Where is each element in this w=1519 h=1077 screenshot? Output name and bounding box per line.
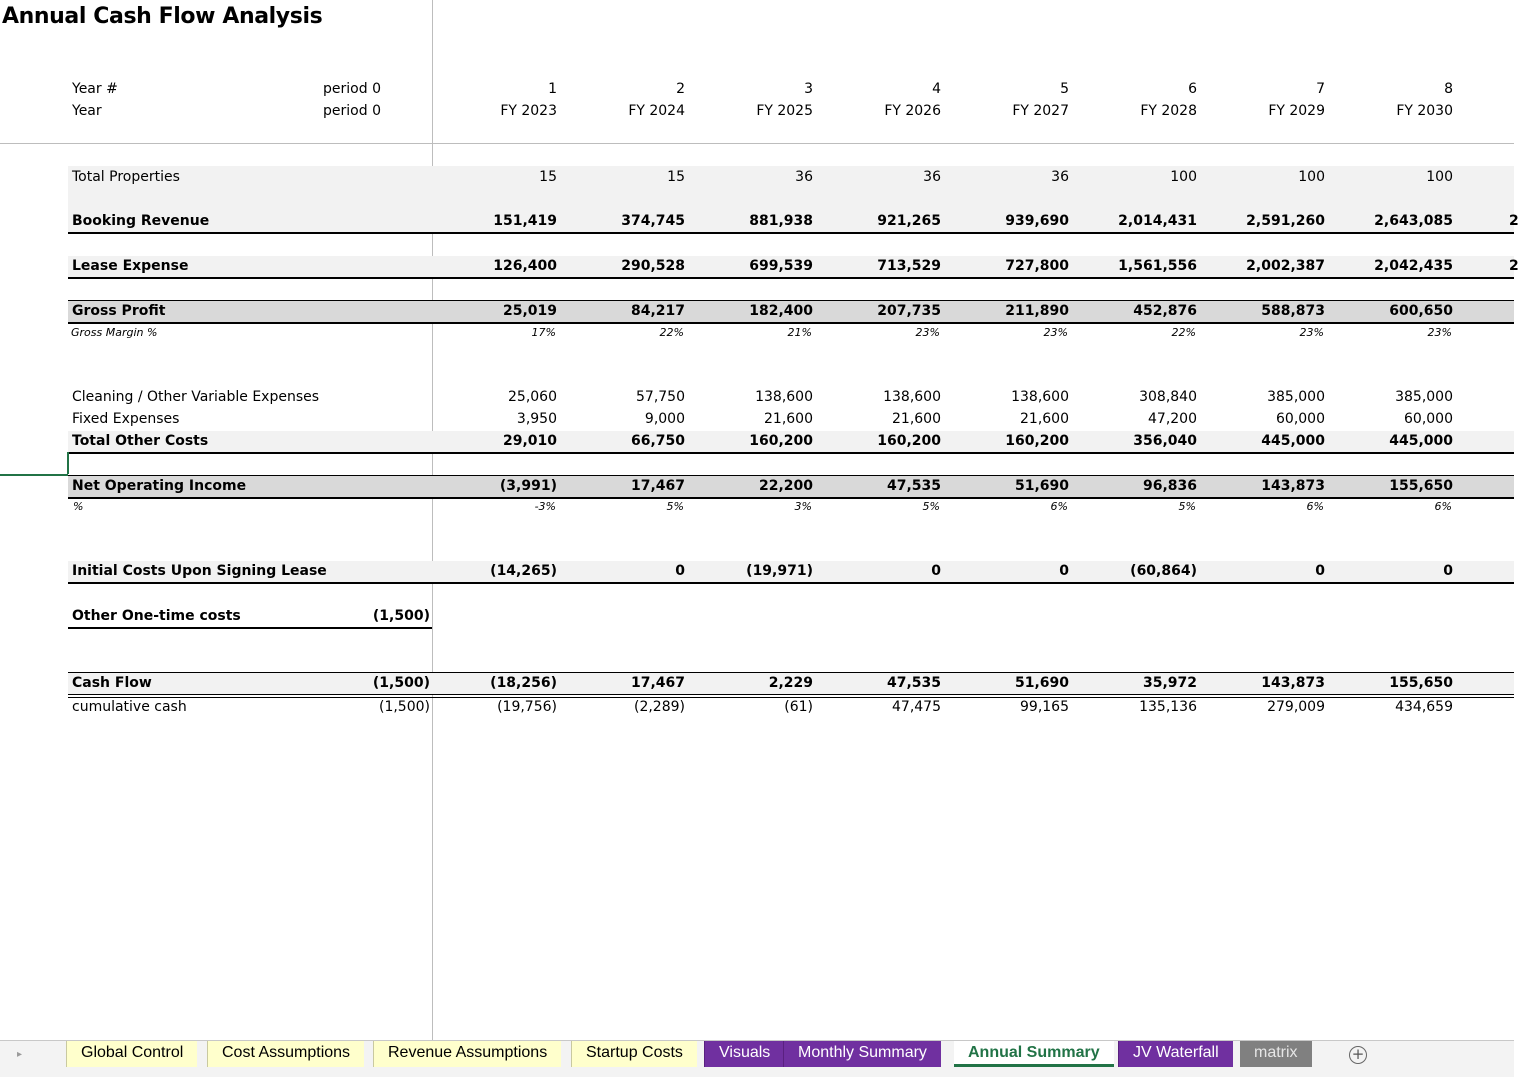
- table-cell[interactable]: 143,873: [1261, 675, 1325, 691]
- table-cell[interactable]: 211,890: [1005, 303, 1069, 319]
- total-other-costs-underline: [68, 452, 1514, 454]
- table-cell[interactable]: 17,467: [630, 478, 685, 494]
- row-label: Total Properties: [72, 169, 180, 185]
- table-cell[interactable]: 17,467: [630, 675, 685, 691]
- table-cell[interactable]: 29,010: [502, 433, 557, 449]
- year-number-label: Year #: [72, 81, 118, 97]
- table-cell[interactable]: 35,972: [1142, 675, 1197, 691]
- table-cell[interactable]: 385,000: [1267, 389, 1325, 405]
- table-cell[interactable]: 1,561,556: [1118, 258, 1197, 274]
- row-label: Fixed Expenses: [72, 411, 180, 427]
- active-cell-selection[interactable]: [0, 452, 68, 476]
- table-cell[interactable]: 47,475: [892, 699, 941, 715]
- table-cell[interactable]: 47,200: [1148, 411, 1197, 427]
- table-cell[interactable]: 21,600: [764, 411, 813, 427]
- table-cell[interactable]: 23%: [915, 326, 940, 339]
- tab-jv-waterfall[interactable]: JV Waterfall: [1118, 1041, 1233, 1067]
- table-cell[interactable]: 434,659: [1395, 699, 1453, 715]
- table-cell[interactable]: (14,265): [490, 563, 557, 579]
- table-cell[interactable]: 36: [1051, 169, 1069, 185]
- year-number-cell[interactable]: 7: [1316, 81, 1325, 97]
- row-label: Total Other Costs: [72, 433, 209, 449]
- table-cell[interactable]: 2,042,435: [1374, 258, 1453, 274]
- table-cell[interactable]: 57,750: [636, 389, 685, 405]
- table-cell[interactable]: 60,000: [1404, 411, 1453, 427]
- period0-cell[interactable]: (1,500): [372, 608, 430, 624]
- table-cell[interactable]: 5%: [1178, 500, 1196, 513]
- table-cell[interactable]: 0: [675, 563, 685, 579]
- table-cell[interactable]: (61): [784, 699, 813, 715]
- year-number-cell[interactable]: 6: [1188, 81, 1197, 97]
- table-cell[interactable]: 138,600: [1011, 389, 1069, 405]
- table-cell[interactable]: 36: [923, 169, 941, 185]
- tab-annual-summary[interactable]: Annual Summary: [954, 1041, 1114, 1067]
- fiscal-year-cell[interactable]: FY 2028: [1140, 103, 1197, 119]
- table-cell[interactable]: 138,600: [755, 389, 813, 405]
- table-cell[interactable]: (18,256): [490, 675, 557, 691]
- noi-underline: [68, 497, 1514, 499]
- row-label: Gross Margin %: [71, 326, 158, 339]
- table-cell[interactable]: 21,600: [1020, 411, 1069, 427]
- row-label: Initial Costs Upon Signing Lease: [72, 563, 327, 579]
- table-cell[interactable]: 84,217: [630, 303, 685, 319]
- lease-underline: [68, 277, 1514, 279]
- row-label: Cleaning / Other Variable Expenses: [72, 389, 320, 405]
- table-cell[interactable]: 182,400: [749, 303, 813, 319]
- page-title: Annual Cash Flow Analysis: [2, 4, 323, 29]
- table-cell[interactable]: 939,690: [1005, 213, 1069, 229]
- table-cell[interactable]: 290,528: [621, 258, 685, 274]
- table-cell[interactable]: 135,136: [1139, 699, 1197, 715]
- table-cell[interactable]: 160,200: [749, 433, 813, 449]
- table-cell[interactable]: 160,200: [1005, 433, 1069, 449]
- table-cell[interactable]: 881,938: [749, 213, 813, 229]
- table-cell[interactable]: 15: [667, 169, 685, 185]
- table-cell[interactable]: (2,289): [633, 699, 685, 715]
- freeze-pane-horizontal: [0, 143, 1514, 144]
- table-cell[interactable]: 47,535: [886, 478, 941, 494]
- table-cell[interactable]: 5%: [666, 500, 684, 513]
- table-cell[interactable]: 385,000: [1395, 389, 1453, 405]
- table-cell[interactable]: 143,873: [1261, 478, 1325, 494]
- table-cell[interactable]: 588,873: [1261, 303, 1325, 319]
- table-cell[interactable]: 445,000: [1389, 433, 1453, 449]
- year-number-cell[interactable]: 8: [1444, 81, 1453, 97]
- tab-monthly-summary[interactable]: Monthly Summary: [783, 1041, 941, 1067]
- table-cell[interactable]: 0: [1315, 563, 1325, 579]
- table-cell[interactable]: (60,864): [1130, 563, 1197, 579]
- table-cell[interactable]: 25,060: [508, 389, 557, 405]
- year-number-cell[interactable]: 4: [932, 81, 941, 97]
- table-cell[interactable]: 17%: [531, 326, 556, 339]
- table-cell[interactable]: 160,200: [877, 433, 941, 449]
- table-cell[interactable]: 23%: [1043, 326, 1068, 339]
- row-label: Net Operating Income: [72, 478, 247, 494]
- table-cell[interactable]: 374,745: [621, 213, 685, 229]
- fiscal-year-cell[interactable]: FY 2029: [1268, 103, 1325, 119]
- table-cell[interactable]: 21%: [787, 326, 812, 339]
- table-cell[interactable]: 23%: [1427, 326, 1452, 339]
- tab-startup-costs[interactable]: Startup Costs: [571, 1041, 697, 1067]
- table-cell[interactable]: 100: [1298, 169, 1325, 185]
- clipped-value: 2: [1509, 258, 1519, 274]
- period0-number: period 0: [323, 81, 381, 97]
- table-cell[interactable]: 22,200: [758, 478, 813, 494]
- tab-cost-assumptions[interactable]: Cost Assumptions: [207, 1041, 364, 1067]
- table-cell[interactable]: 60,000: [1276, 411, 1325, 427]
- table-cell[interactable]: 699,539: [749, 258, 813, 274]
- fiscal-year-cell[interactable]: FY 2030: [1396, 103, 1453, 119]
- row-label: Booking Revenue: [72, 213, 210, 229]
- table-cell[interactable]: 36: [795, 169, 813, 185]
- period0-cell[interactable]: (1,500): [378, 699, 430, 715]
- period0-cell[interactable]: (1,500): [372, 675, 430, 691]
- gross-profit-underline: [68, 322, 1514, 324]
- table-cell[interactable]: 22%: [1171, 326, 1196, 339]
- fiscal-year-cell[interactable]: FY 2027: [1012, 103, 1069, 119]
- table-cell[interactable]: 2,591,260: [1246, 213, 1325, 229]
- row-label: %: [73, 500, 84, 513]
- table-cell[interactable]: 25,019: [502, 303, 557, 319]
- table-cell[interactable]: 15: [539, 169, 557, 185]
- table-cell[interactable]: 100: [1426, 169, 1453, 185]
- cash-flow-underline-2: [68, 697, 1514, 698]
- plus-circle-icon[interactable]: +: [1349, 1046, 1367, 1064]
- tab-matrix[interactable]: matrix: [1240, 1041, 1312, 1067]
- fiscal-year-cell[interactable]: FY 2023: [500, 103, 557, 119]
- table-cell[interactable]: 5%: [922, 500, 940, 513]
- table-cell[interactable]: -3%: [534, 500, 556, 513]
- row-label: Lease Expense: [72, 258, 189, 274]
- fiscal-year-cell[interactable]: FY 2024: [628, 103, 685, 119]
- table-cell[interactable]: 23%: [1299, 326, 1324, 339]
- table-cell[interactable]: (19,971): [746, 563, 813, 579]
- table-cell[interactable]: 0: [1443, 563, 1453, 579]
- table-cell[interactable]: 6%: [1306, 500, 1324, 513]
- table-cell[interactable]: 155,650: [1389, 478, 1453, 494]
- table-cell[interactable]: 713,529: [877, 258, 941, 274]
- table-cell[interactable]: 22%: [659, 326, 684, 339]
- row-label: Cash Flow: [72, 675, 152, 691]
- fiscal-year-cell[interactable]: FY 2025: [756, 103, 813, 119]
- table-cell[interactable]: 207,735: [877, 303, 941, 319]
- sheet-tab-bar: [0, 1040, 1514, 1077]
- table-cell[interactable]: 6%: [1050, 500, 1068, 513]
- active-cell-edge: [67, 452, 69, 474]
- table-cell[interactable]: 600,650: [1389, 303, 1453, 319]
- table-cell[interactable]: 21,600: [892, 411, 941, 427]
- table-cell[interactable]: 2,002,387: [1246, 258, 1325, 274]
- tab-revenue-assumptions[interactable]: Revenue Assumptions: [373, 1041, 561, 1067]
- table-cell[interactable]: 308,840: [1139, 389, 1197, 405]
- row-label: Gross Profit: [72, 303, 166, 319]
- table-cell[interactable]: 47,535: [886, 675, 941, 691]
- table-cell[interactable]: 155,650: [1389, 675, 1453, 691]
- table-cell[interactable]: 100: [1170, 169, 1197, 185]
- table-cell[interactable]: 452,876: [1133, 303, 1197, 319]
- freeze-pane-vertical: [432, 0, 433, 1040]
- table-cell[interactable]: 0: [931, 563, 941, 579]
- table-cell[interactable]: 151,419: [493, 213, 557, 229]
- table-cell[interactable]: 356,040: [1133, 433, 1197, 449]
- table-cell[interactable]: 96,836: [1142, 478, 1197, 494]
- tab-global-control[interactable]: Global Control: [66, 1041, 197, 1067]
- year-number-cell[interactable]: 3: [804, 81, 813, 97]
- table-cell[interactable]: 727,800: [1005, 258, 1069, 274]
- table-cell[interactable]: 2,014,431: [1118, 213, 1197, 229]
- revenue-underline: [68, 232, 1514, 234]
- fiscal-year-cell[interactable]: FY 2026: [884, 103, 941, 119]
- row-label: Other One-time costs: [72, 608, 241, 624]
- table-cell[interactable]: 2,229: [768, 675, 813, 691]
- table-cell[interactable]: 66,750: [630, 433, 685, 449]
- initial-costs-underline: [68, 582, 1514, 584]
- table-cell[interactable]: 3,950: [516, 411, 557, 427]
- scroll-tabs-right-icon[interactable]: ▸: [17, 1049, 23, 1060]
- table-cell[interactable]: 445,000: [1261, 433, 1325, 449]
- table-cell[interactable]: 0: [1059, 563, 1069, 579]
- tab-visuals[interactable]: Visuals: [704, 1041, 784, 1067]
- table-cell[interactable]: 51,690: [1014, 478, 1069, 494]
- table-cell[interactable]: 921,265: [877, 213, 941, 229]
- table-cell[interactable]: (3,991): [499, 478, 557, 494]
- year-number-cell[interactable]: 1: [548, 81, 557, 97]
- table-cell[interactable]: 3%: [794, 500, 812, 513]
- table-cell[interactable]: (19,756): [497, 699, 557, 715]
- row-label: cumulative cash: [72, 699, 187, 715]
- table-cell[interactable]: 126,400: [493, 258, 557, 274]
- cash-flow-underline-1: [68, 694, 1514, 695]
- table-cell[interactable]: 138,600: [883, 389, 941, 405]
- table-cell[interactable]: 9,000: [644, 411, 685, 427]
- clipped-value: 2: [1509, 213, 1519, 229]
- year-label: Year: [72, 103, 102, 119]
- table-cell[interactable]: 279,009: [1267, 699, 1325, 715]
- table-cell[interactable]: 2,643,085: [1374, 213, 1453, 229]
- year-number-cell[interactable]: 2: [676, 81, 685, 97]
- table-cell[interactable]: 99,165: [1020, 699, 1069, 715]
- year-number-cell[interactable]: 5: [1060, 81, 1069, 97]
- period0-year: period 0: [323, 103, 381, 119]
- table-cell[interactable]: 51,690: [1014, 675, 1069, 691]
- one-time-underline: [68, 627, 432, 629]
- table-cell[interactable]: 6%: [1434, 500, 1452, 513]
